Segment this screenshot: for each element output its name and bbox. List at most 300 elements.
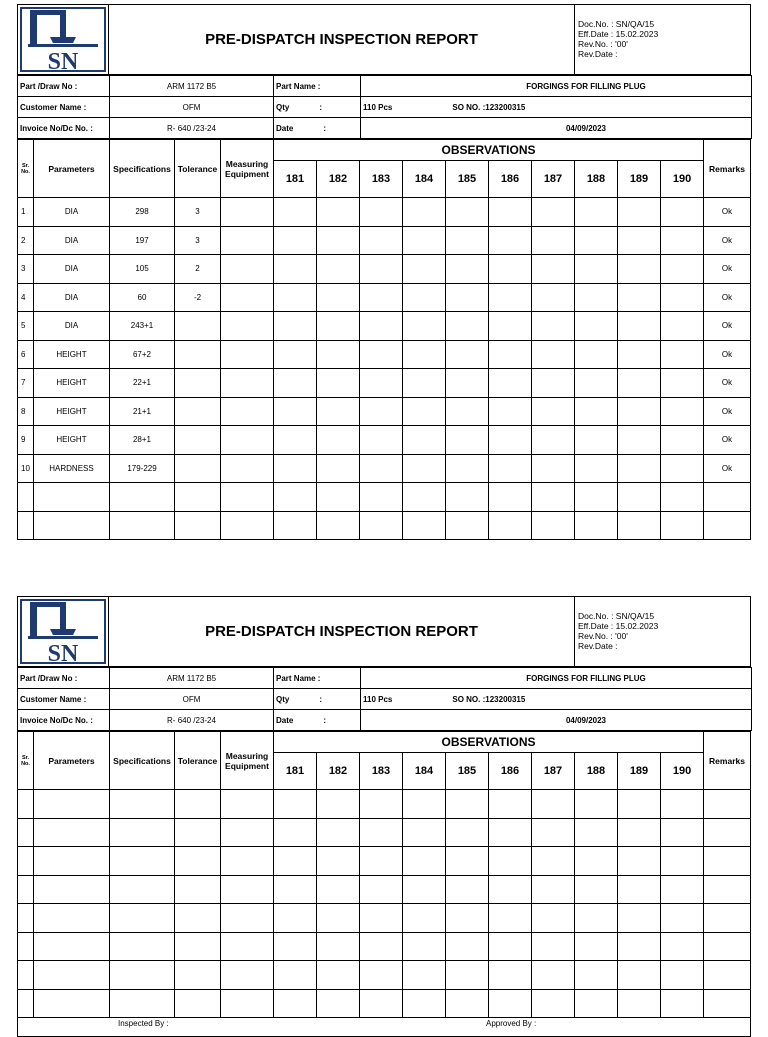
observation-cell	[446, 369, 489, 398]
empty-cell	[317, 875, 360, 904]
empty-cell	[446, 790, 489, 819]
empty-cell	[661, 932, 704, 961]
tolerance-header: Tolerance	[175, 732, 221, 790]
observation-cell	[274, 283, 317, 312]
tolerance-cell: 3	[175, 226, 221, 255]
observation-cell	[446, 312, 489, 341]
empty-cell	[110, 790, 175, 819]
empty-cell	[446, 932, 489, 961]
table-row	[18, 198, 751, 227]
empty-cell	[446, 904, 489, 933]
specification-cell: 28+1	[110, 426, 175, 455]
empty-cell	[175, 818, 221, 847]
company-logo	[18, 5, 109, 75]
empty-cell	[704, 847, 751, 876]
sr-no-cell: 3	[18, 255, 34, 284]
observation-cell	[446, 340, 489, 369]
observation-cell	[403, 198, 446, 227]
empty-cell	[489, 790, 532, 819]
empty-cell	[317, 847, 360, 876]
observation-cell	[403, 369, 446, 398]
report-info	[17, 667, 752, 731]
observation-cell	[446, 483, 489, 512]
empty-cell	[575, 961, 618, 990]
customer-value: OFM	[110, 689, 274, 710]
inspection-table	[17, 139, 751, 540]
observation-column-header: 181	[274, 161, 317, 198]
table-row	[18, 283, 751, 312]
observation-cell	[661, 397, 704, 426]
date-label: Date	[276, 123, 294, 133]
empty-cell	[221, 875, 274, 904]
qty-label: Qty	[276, 694, 290, 704]
empty-cell	[317, 790, 360, 819]
measuring-equipment-cell	[221, 226, 274, 255]
observation-column-header: 190	[661, 161, 704, 198]
empty-cell	[360, 989, 403, 1018]
specification-cell: 105	[110, 255, 175, 284]
empty-cell	[489, 961, 532, 990]
empty-cell	[403, 989, 446, 1018]
empty-cell	[403, 875, 446, 904]
parameters-header: Parameters	[34, 732, 110, 790]
empty-cell	[704, 932, 751, 961]
observation-cell	[618, 312, 661, 341]
date-colon: :	[323, 715, 327, 725]
empty-cell	[18, 932, 34, 961]
empty-cell	[221, 932, 274, 961]
empty-cell	[575, 875, 618, 904]
observations-header: OBSERVATIONS	[274, 140, 704, 161]
observation-cell	[575, 397, 618, 426]
empty-cell	[575, 932, 618, 961]
observation-cell	[403, 511, 446, 540]
specification-cell	[110, 483, 175, 512]
specifications-header: Specifications	[110, 732, 175, 790]
remarks-cell: Ok	[704, 454, 751, 483]
remarks-header: Remarks	[704, 732, 751, 790]
observation-cell	[661, 369, 704, 398]
observation-cell	[618, 483, 661, 512]
observation-cell	[317, 255, 360, 284]
observation-cell	[489, 511, 532, 540]
observation-cell	[489, 226, 532, 255]
table-row	[18, 454, 751, 483]
observation-cell	[532, 283, 575, 312]
inspected-by-label: Inspected By :	[118, 1019, 169, 1028]
tolerance-cell	[175, 397, 221, 426]
empty-cell	[110, 932, 175, 961]
observation-cell	[575, 454, 618, 483]
doc-control-block	[575, 597, 751, 667]
empty-cell	[274, 932, 317, 961]
observation-cell	[489, 312, 532, 341]
table-row	[18, 226, 751, 255]
observation-cell	[489, 454, 532, 483]
observation-cell	[575, 255, 618, 284]
observation-cell	[532, 255, 575, 284]
measuring-equipment-cell	[221, 511, 274, 540]
tolerance-cell	[175, 369, 221, 398]
empty-cell	[661, 818, 704, 847]
approved-by-label: Approved By :	[486, 1019, 537, 1028]
qty-label-cell	[274, 689, 361, 710]
empty-cell	[175, 790, 221, 819]
measuring-equipment-cell	[221, 483, 274, 512]
observation-cell	[403, 340, 446, 369]
observation-cell	[575, 426, 618, 455]
doc-no: Doc.No. : SN/QA/15	[578, 19, 655, 29]
empty-cell	[34, 932, 110, 961]
observation-cell	[489, 198, 532, 227]
empty-cell	[532, 904, 575, 933]
svg-text:SN: SN	[47, 49, 79, 72]
observation-cell	[274, 454, 317, 483]
part-name-label: Part Name :	[274, 76, 361, 97]
qty-value: 110 Pcs	[363, 102, 393, 112]
observation-cell	[532, 511, 575, 540]
remarks-cell	[704, 511, 751, 540]
observation-cell	[618, 340, 661, 369]
empty-cell	[532, 875, 575, 904]
report-info	[17, 75, 752, 139]
qty-colon: :	[319, 102, 323, 112]
empty-cell	[18, 961, 34, 990]
empty-cell	[274, 847, 317, 876]
observation-cell	[274, 397, 317, 426]
sr-no-cell: 9	[18, 426, 34, 455]
sn-logo-icon	[20, 599, 106, 664]
report-title: PRE-DISPATCH INSPECTION REPORT	[109, 597, 575, 667]
empty-cell	[18, 875, 34, 904]
observation-cell	[360, 369, 403, 398]
observation-cell	[317, 483, 360, 512]
observation-cell	[274, 198, 317, 227]
empty-cell	[575, 818, 618, 847]
parameter-cell: DIA	[34, 283, 110, 312]
observation-cell	[661, 283, 704, 312]
empty-cell	[403, 818, 446, 847]
empty-cell	[360, 875, 403, 904]
observation-cell	[403, 454, 446, 483]
remarks-cell: Ok	[704, 312, 751, 341]
empty-cell	[110, 961, 175, 990]
empty-cell	[532, 989, 575, 1018]
measuring-equipment-cell	[221, 283, 274, 312]
empty-cell	[661, 961, 704, 990]
date-colon: :	[323, 123, 327, 133]
observation-cell	[446, 454, 489, 483]
empty-cell	[446, 875, 489, 904]
empty-cell	[661, 904, 704, 933]
empty-cell	[18, 818, 34, 847]
empty-cell	[704, 989, 751, 1018]
measuring-equipment-cell	[221, 426, 274, 455]
observation-column-header: 184	[403, 753, 446, 790]
sr-no-cell: 4	[18, 283, 34, 312]
observation-column-header: 187	[532, 161, 575, 198]
empty-cell	[489, 875, 532, 904]
observation-cell	[446, 511, 489, 540]
observation-cell	[360, 511, 403, 540]
specification-cell: 197	[110, 226, 175, 255]
qty-value: 110 Pcs	[363, 694, 393, 704]
empty-cell	[110, 875, 175, 904]
observation-cell	[575, 483, 618, 512]
empty-cell	[360, 818, 403, 847]
observation-cell	[403, 397, 446, 426]
empty-cell	[18, 847, 34, 876]
observation-cell	[489, 397, 532, 426]
tolerance-cell	[175, 340, 221, 369]
observation-column-header: 182	[317, 161, 360, 198]
specification-cell: 22+1	[110, 369, 175, 398]
observation-cell	[489, 369, 532, 398]
measuring-equipment-cell	[221, 312, 274, 341]
rev-no: Rev.No. : '00'	[578, 39, 628, 49]
table-row	[18, 255, 751, 284]
observation-cell	[489, 255, 532, 284]
specification-cell: 67+2	[110, 340, 175, 369]
empty-cell	[489, 847, 532, 876]
empty-cell	[221, 961, 274, 990]
so-no: SO NO. :123200315	[452, 694, 526, 704]
specification-cell: 243+1	[110, 312, 175, 341]
sr-no-cell: 10	[18, 454, 34, 483]
parameter-cell: DIA	[34, 312, 110, 341]
sr-no-cell: 5	[18, 312, 34, 341]
tolerance-cell: 2	[175, 255, 221, 284]
specifications-header: Specifications	[110, 140, 175, 198]
observation-cell	[317, 369, 360, 398]
date-label-cell	[274, 118, 361, 139]
table-row	[18, 511, 751, 540]
observation-cell	[532, 426, 575, 455]
part-draw-value: ARM 1172 B5	[110, 76, 274, 97]
invoice-value: R- 640 /23-24	[110, 710, 274, 731]
empty-cell	[221, 818, 274, 847]
observation-cell	[317, 511, 360, 540]
empty-cell	[175, 904, 221, 933]
sr-no-header: Sr. No.	[18, 732, 34, 790]
parameter-cell: HEIGHT	[34, 426, 110, 455]
empty-cell	[661, 875, 704, 904]
observation-cell	[489, 340, 532, 369]
observation-column-header: 185	[446, 753, 489, 790]
observation-cell	[317, 198, 360, 227]
observation-cell	[274, 483, 317, 512]
empty-cell	[661, 847, 704, 876]
empty-cell	[221, 790, 274, 819]
rev-date: Rev.Date :	[578, 641, 618, 651]
empty-cell	[274, 818, 317, 847]
date-label: Date	[276, 715, 294, 725]
sr-no-cell	[18, 483, 34, 512]
empty-cell	[221, 847, 274, 876]
qty-label-cell	[274, 97, 361, 118]
observation-column-header: 187	[532, 753, 575, 790]
tolerance-cell	[175, 312, 221, 341]
table-row	[18, 426, 751, 455]
observation-column-header: 181	[274, 753, 317, 790]
table-row	[18, 875, 751, 904]
empty-cell	[489, 932, 532, 961]
empty-cell	[618, 818, 661, 847]
observation-cell	[317, 397, 360, 426]
empty-cell	[618, 904, 661, 933]
empty-cell	[360, 961, 403, 990]
observation-cell	[403, 283, 446, 312]
measuring-equipment-cell	[221, 255, 274, 284]
empty-cell	[489, 904, 532, 933]
eff-date: Eff.Date : 15.02.2023	[578, 621, 659, 631]
empty-cell	[274, 904, 317, 933]
empty-cell	[34, 875, 110, 904]
empty-cell	[221, 989, 274, 1018]
parameter-cell: DIA	[34, 255, 110, 284]
observation-cell	[317, 426, 360, 455]
part-draw-label: Part /Draw No :	[18, 668, 110, 689]
observation-cell	[618, 369, 661, 398]
table-row	[18, 847, 751, 876]
parameters-header: Parameters	[34, 140, 110, 198]
observation-cell	[661, 340, 704, 369]
inspection-table	[17, 731, 751, 1018]
observation-cell	[618, 255, 661, 284]
remarks-cell: Ok	[704, 283, 751, 312]
table-row	[18, 961, 751, 990]
empty-cell	[360, 790, 403, 819]
observation-cell	[317, 312, 360, 341]
rev-date: Rev.Date :	[578, 49, 618, 59]
remarks-cell: Ok	[704, 426, 751, 455]
parameter-cell: HARDNESS	[34, 454, 110, 483]
observation-cell	[575, 226, 618, 255]
observation-column-header: 190	[661, 753, 704, 790]
doc-no: Doc.No. : SN/QA/15	[578, 611, 655, 621]
observation-cell	[317, 340, 360, 369]
empty-cell	[704, 790, 751, 819]
empty-cell	[661, 790, 704, 819]
specification-cell: 298	[110, 198, 175, 227]
empty-cell	[446, 961, 489, 990]
empty-cell	[618, 932, 661, 961]
invoice-label: Invoice No/Dc No. :	[18, 118, 110, 139]
observation-cell	[446, 397, 489, 426]
signature-footer	[17, 1017, 751, 1037]
observation-column-header: 185	[446, 161, 489, 198]
sn-logo-icon	[20, 7, 106, 72]
rev-no: Rev.No. : '00'	[578, 631, 628, 641]
observation-cell	[532, 312, 575, 341]
empty-cell	[704, 875, 751, 904]
qty-colon: :	[319, 694, 323, 704]
table-row	[18, 989, 751, 1018]
empty-cell	[274, 790, 317, 819]
observation-cell	[661, 454, 704, 483]
observation-column-header: 183	[360, 753, 403, 790]
observation-cell	[274, 426, 317, 455]
empty-cell	[532, 932, 575, 961]
observation-cell	[618, 511, 661, 540]
measuring-equipment-cell	[221, 454, 274, 483]
invoice-label: Invoice No/Dc No. :	[18, 710, 110, 731]
doc-control-block	[575, 5, 751, 75]
empty-cell	[110, 989, 175, 1018]
empty-cell	[618, 847, 661, 876]
report-sheet-1	[17, 4, 751, 540]
parameter-cell	[34, 511, 110, 540]
part-draw-label: Part /Draw No :	[18, 76, 110, 97]
empty-cell	[704, 818, 751, 847]
part-name-value: FORGINGS FOR FILLING PLUG	[361, 668, 752, 689]
observation-cell	[489, 283, 532, 312]
observation-cell	[618, 454, 661, 483]
specification-cell	[110, 511, 175, 540]
empty-cell	[18, 790, 34, 819]
empty-cell	[403, 904, 446, 933]
observation-column-header: 189	[618, 753, 661, 790]
observation-cell	[489, 483, 532, 512]
observation-cell	[446, 283, 489, 312]
empty-cell	[317, 818, 360, 847]
empty-cell	[532, 790, 575, 819]
specification-cell: 21+1	[110, 397, 175, 426]
observation-cell	[274, 312, 317, 341]
empty-cell	[661, 989, 704, 1018]
observation-column-header: 182	[317, 753, 360, 790]
empty-cell	[175, 875, 221, 904]
observation-cell	[360, 312, 403, 341]
observation-cell	[661, 226, 704, 255]
observation-cell	[532, 397, 575, 426]
empty-cell	[317, 904, 360, 933]
observation-cell	[446, 255, 489, 284]
observation-cell	[532, 198, 575, 227]
sr-no-cell: 2	[18, 226, 34, 255]
empty-cell	[175, 961, 221, 990]
observation-cell	[274, 511, 317, 540]
observation-cell	[489, 426, 532, 455]
observation-cell	[661, 511, 704, 540]
remarks-cell: Ok	[704, 397, 751, 426]
empty-cell	[532, 961, 575, 990]
empty-cell	[34, 961, 110, 990]
tolerance-cell	[175, 483, 221, 512]
empty-cell	[34, 847, 110, 876]
empty-cell	[175, 989, 221, 1018]
observation-cell	[274, 226, 317, 255]
empty-cell	[403, 847, 446, 876]
empty-cell	[274, 989, 317, 1018]
observation-cell	[575, 312, 618, 341]
observation-cell	[661, 426, 704, 455]
sr-no-cell: 6	[18, 340, 34, 369]
empty-cell	[446, 989, 489, 1018]
part-name-value: FORGINGS FOR FILLING PLUG	[361, 76, 752, 97]
remarks-cell: Ok	[704, 340, 751, 369]
empty-cell	[575, 904, 618, 933]
tolerance-cell	[175, 426, 221, 455]
empty-cell	[274, 961, 317, 990]
empty-cell	[360, 847, 403, 876]
empty-cell	[110, 904, 175, 933]
observation-cell	[274, 255, 317, 284]
measuring-equipment-cell	[221, 369, 274, 398]
invoice-value: R- 640 /23-24	[110, 118, 274, 139]
empty-cell	[532, 818, 575, 847]
observation-cell	[575, 369, 618, 398]
